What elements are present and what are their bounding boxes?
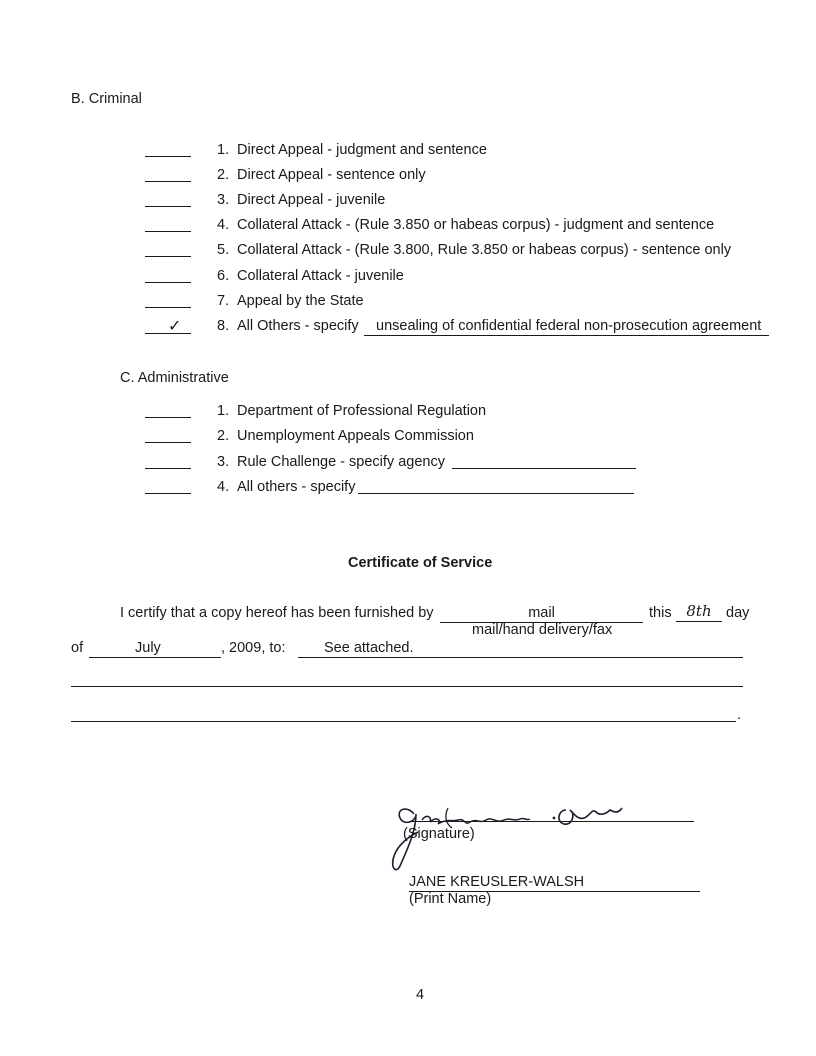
section-b-heading: B. Criminal <box>71 91 142 107</box>
item-b8-number: 8. <box>217 318 230 334</box>
specify-agency-field[interactable] <box>452 468 636 469</box>
this-text: this <box>649 605 672 621</box>
service-method-field[interactable]: mail <box>440 605 643 623</box>
recipient-line-2[interactable] <box>71 686 743 687</box>
of-text: of <box>71 640 84 656</box>
specify-field-b8[interactable]: unsealing of confidential federal non-prosecution agreement <box>364 318 769 336</box>
checkbox-blank-b2[interactable] <box>145 181 191 182</box>
item-c2-number: 2. <box>217 428 230 444</box>
recipient-line-3[interactable] <box>71 721 736 722</box>
checkbox-blank-b7[interactable] <box>145 307 191 308</box>
service-method-caption: mail/hand delivery/fax <box>472 622 613 638</box>
month-field[interactable]: July <box>89 640 221 658</box>
item-b8-label: All Others - specify <box>237 318 359 334</box>
item-c1-number: 1. <box>217 403 230 419</box>
item-b6-label: Collateral Attack - juvenile <box>237 268 404 284</box>
item-b7-number: 7. <box>217 293 230 309</box>
item-b2-number: 2. <box>217 167 230 183</box>
item-b5-number: 5. <box>217 242 230 258</box>
signature-caption: (Signature) <box>403 826 475 842</box>
item-b1-number: 1. <box>217 142 230 158</box>
checkbox-blank-c3[interactable] <box>145 468 191 469</box>
item-b2-label: Direct Appeal - sentence only <box>237 167 426 183</box>
item-c4-label: All others - specify <box>237 479 356 495</box>
item-c4-number: 4. <box>217 479 230 495</box>
checkbox-blank-c4[interactable] <box>145 493 191 494</box>
checkbox-blank-c1[interactable] <box>145 417 191 418</box>
item-b3-label: Direct Appeal - juvenile <box>237 192 386 208</box>
day-text: day <box>726 605 750 621</box>
item-c3-number: 3. <box>217 454 230 470</box>
certificate-title: Certificate of Service <box>348 555 493 571</box>
item-b5-label: Collateral Attack - (Rule 3.800, Rule 3.850 or habeas corpus) - sentence only <box>237 242 732 258</box>
checkbox-blank-c2[interactable] <box>145 442 191 443</box>
specify-others-field[interactable] <box>358 493 634 494</box>
item-c1-label: Department of Professional Regulation <box>237 403 487 419</box>
item-b3-number: 3. <box>217 192 230 208</box>
recipient-field[interactable]: See attached. <box>298 640 743 658</box>
checkbox-blank-b5[interactable] <box>145 256 191 257</box>
year-text: , 2009, to: <box>221 640 286 656</box>
item-c2-label: Unemployment Appeals Commission <box>237 428 474 444</box>
item-b6-number: 6. <box>217 268 230 284</box>
checkbox-blank-b1[interactable] <box>145 156 191 157</box>
item-b4-number: 4. <box>217 217 230 233</box>
print-name-caption: (Print Name) <box>409 891 492 907</box>
section-c-heading: C. Administrative <box>120 370 229 386</box>
print-name-field[interactable]: JANE KREUSLER-WALSH <box>409 874 700 892</box>
checkbox-blank-b3[interactable] <box>145 206 191 207</box>
page-number: 4 <box>416 987 425 1003</box>
certify-text: I certify that a copy hereof has been furnished by <box>120 605 434 621</box>
item-c3-label: Rule Challenge - specify agency <box>237 454 445 470</box>
checkbox-blank-b4[interactable] <box>145 231 191 232</box>
item-b7-label: Appeal by the State <box>237 293 364 309</box>
checkmark-icon: ✓ <box>168 316 182 335</box>
end-period: . <box>737 707 742 723</box>
signature-line[interactable] <box>409 821 694 822</box>
item-b4-label: Collateral Attack - (Rule 3.850 or habeas corpus) - judgment and sentence <box>237 217 715 233</box>
checkbox-blank-b6[interactable] <box>145 282 191 283</box>
day-field[interactable]: 8th <box>676 602 722 622</box>
item-b1-label: Direct Appeal - judgment and sentence <box>237 142 487 158</box>
